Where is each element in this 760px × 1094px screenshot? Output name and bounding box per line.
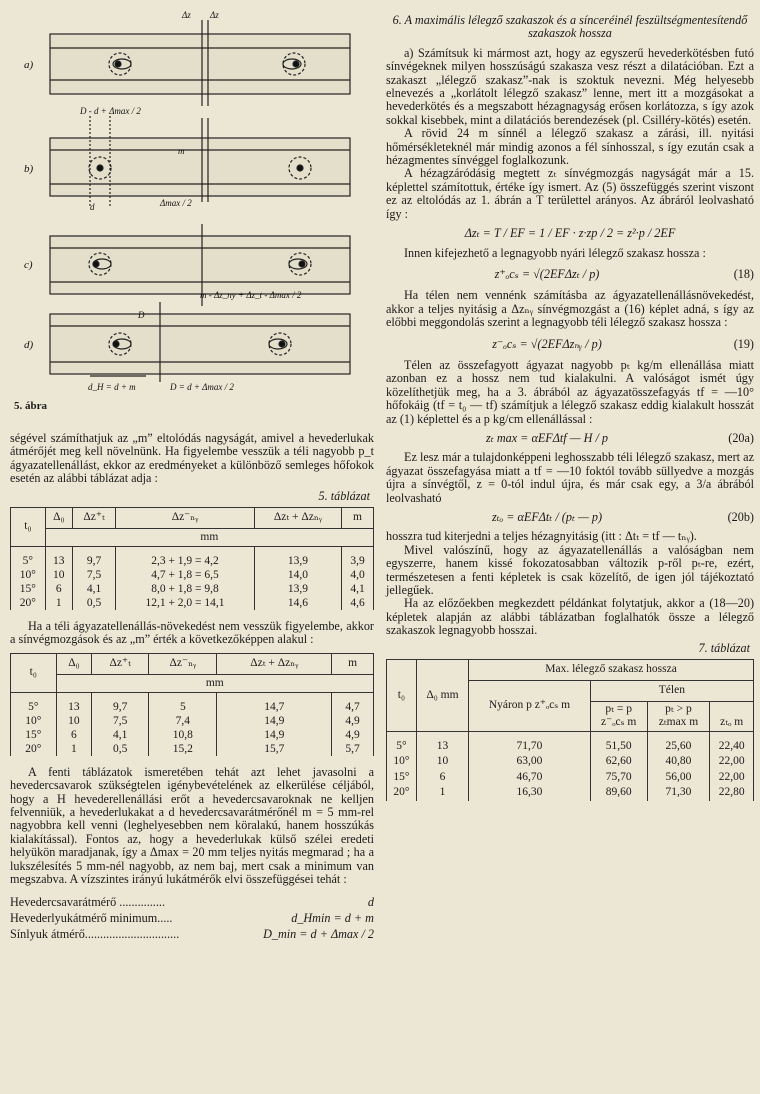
table-7 <box>386 659 754 800</box>
table7-header-cell: pₜ > p zₜmax m <box>647 702 710 732</box>
table-row <box>11 582 374 596</box>
panel-b <box>50 116 350 206</box>
table-cell: 13 <box>45 547 72 569</box>
table-cell: 1 <box>56 742 92 756</box>
table-cell: 6 <box>416 770 468 785</box>
table-cell: 4,1 <box>72 582 115 596</box>
table-cell: 0,5 <box>72 596 115 610</box>
table-cell: 16,30 <box>469 785 591 800</box>
table-cell: 40,80 <box>647 754 710 769</box>
table5-header-cell: m <box>342 508 374 529</box>
table-cell: 22,00 <box>710 770 754 785</box>
table-cell: 10 <box>416 754 468 769</box>
table-cell: 71,70 <box>469 731 591 754</box>
table6-header-cell: Δzₜ + Δzₙᵧ <box>217 653 332 674</box>
paragraph: Télen az összefagyott ágyazat nagyobb pₜ kg/m ellenállása miatt azonban ez a hossz nem tud kialakulni. A valóságot ismét úgy közelíthetjük meg, ha a 3. ábrából az ágyazatösszefagyás tf = —10° hőfokáig (tf = t₀ — tf) számítjuk a lélegző szakasz eddig kialakult hosszát az (1) képlettel és a p kg/cm ellenállással : <box>386 357 754 426</box>
list-label: Hevedercsavarátmérő ............... <box>10 894 165 909</box>
diameter-list <box>10 895 374 943</box>
label-m-expr: m - Δz_ny + Δz_t - Δmax / 2 <box>200 290 302 300</box>
table-cell: 56,00 <box>647 770 710 785</box>
table7-header-cell: pₜ = p z⁻ₒcₛ m <box>590 702 647 732</box>
table5-header-cell: Δ₀ <box>45 508 72 529</box>
table-cell: 13 <box>416 731 468 754</box>
list-item <box>10 911 374 927</box>
table-cell: 13 <box>56 692 92 714</box>
table-cell: 6 <box>56 728 92 742</box>
table-cell: 5 <box>149 692 217 714</box>
table-6 <box>10 653 374 756</box>
table-row <box>387 770 754 785</box>
table-cell: 10° <box>387 754 417 769</box>
table-cell: 14,9 <box>217 714 332 728</box>
list-value: D_min = d + Δmax / 2 <box>263 926 374 941</box>
list-value: d <box>367 894 374 909</box>
table-cell: 3,9 <box>342 547 374 569</box>
paragraph: Mivel valószínű, hogy az ágyazatellenállás a valóságban nem egyszerre, hanem kissé fokozatosabban változik p-ről pₜ-re, ezért, természetesen a fenti képletek is csak közelítő, de igen jól tájékoztató jellegűek. <box>386 542 754 598</box>
label-d: d) <box>24 339 34 351</box>
table-row <box>11 692 374 714</box>
label-D-expr: D = d + Δmax / 2 <box>170 382 234 392</box>
table-cell: 10° <box>11 568 46 582</box>
table-cell: 10 <box>45 568 72 582</box>
table6-header-cell: Δ₀ <box>56 653 92 674</box>
panel-d <box>50 302 350 382</box>
label-d-plus-half: D - d + Δmax / 2 <box>80 106 141 116</box>
table-cell: 4,9 <box>332 728 374 742</box>
label-dh: d_H = d + m <box>88 382 136 392</box>
table-row <box>387 754 754 769</box>
table-cell: 62,60 <box>590 754 647 769</box>
table-cell: 14,9 <box>217 728 332 742</box>
list-label: Sínlyuk átmérő............................... <box>10 926 180 941</box>
section-title: 6. A maximális lélegző szakaszok és a sínceréinél feszültségmentesítendő szakaszok hossza <box>392 13 748 41</box>
label-c: c) <box>24 259 33 271</box>
table-cell: 13,9 <box>254 582 341 596</box>
equation-1: Δzₜ = T / EF = 1 / EF · z·zp / 2 = z²·p / 2EF <box>464 226 676 241</box>
paragraph: ségével számíthatjuk az „m” eltolódás nagyságát, amivel a hevederlukak átmérőjét meg kell növelnünk. Ha figyelembe vesszük a téli nagyobb p_t ágyazatellenállást, ekkor az eredményeket a különböző semleges hőfokok esetén az alábbi táblázat adja : <box>10 431 374 486</box>
table5-header-cell: Δz⁺ₜ <box>72 508 115 529</box>
figure-caption: 5. ábra <box>14 400 47 412</box>
table-cell: 5° <box>387 731 417 754</box>
table-cell: 15° <box>11 582 46 596</box>
label-dd: d <box>90 202 95 212</box>
label-dz1: Δz <box>182 10 191 20</box>
table-cell: 0,5 <box>92 742 149 756</box>
table-cell: 20° <box>387 785 417 800</box>
table6-unit: mm <box>56 674 373 692</box>
table-cell: 15° <box>11 728 57 742</box>
table-cell: 4,7 <box>332 692 374 714</box>
right-column <box>386 0 754 801</box>
table-cell: 4,9 <box>332 714 374 728</box>
list-label: Hevederlyukátmérő minimum..... <box>10 910 173 925</box>
table5-caption: 5. táblázat <box>318 488 370 503</box>
table-cell: 15,7 <box>217 742 332 756</box>
table7-caption: 7. táblázat <box>698 640 750 655</box>
table-cell: 10,8 <box>149 728 217 742</box>
table5-header-cell: t₀ <box>11 508 46 547</box>
table-cell: 4,6 <box>342 596 374 610</box>
equation-20a: zₜ max = αEFΔtf — H / p (20a) <box>486 430 754 445</box>
table-cell: 13,9 <box>254 547 341 569</box>
table7-header-cell: Nyáron p z⁺ₒcₛ m <box>469 681 591 732</box>
table-cell: 7,5 <box>72 568 115 582</box>
table5-header-cell: Δzₜ + Δzₙᵧ <box>254 508 341 529</box>
table-cell: 22,80 <box>710 785 754 800</box>
table-row <box>11 728 374 742</box>
label-b: b) <box>24 163 34 175</box>
table-cell: 6 <box>45 582 72 596</box>
table-5 <box>10 507 374 610</box>
table6-header-cell: Δz⁻ₙᵧ <box>149 653 217 674</box>
paragraph: Ha a téli ágyazatellenállás-növekedést nem vesszük figyelembe, akkor a sínvégmozgások és az „m” érték a következőképpen alakul : <box>10 619 374 647</box>
table-cell: 15° <box>387 770 417 785</box>
table-cell: 7,5 <box>92 714 149 728</box>
table-cell: 4,1 <box>92 728 149 742</box>
list-item <box>10 927 374 943</box>
table-row <box>387 785 754 800</box>
list-item <box>10 895 374 911</box>
table6-header-cell: m <box>332 653 374 674</box>
table-cell: 5° <box>11 692 57 714</box>
table-cell: 22,40 <box>710 731 754 754</box>
paragraph: Innen kifejezhető a legnagyobb nyári lélegző szakasz hossza : <box>404 245 706 260</box>
table7-header-cell: Δ₀ mm <box>416 660 468 732</box>
table5-unit: mm <box>45 529 373 547</box>
label-m: m <box>178 146 185 156</box>
table-cell: 15,2 <box>149 742 217 756</box>
table7-header-cell: Max. lélegző szakasz hossza <box>469 660 754 681</box>
table-cell: 20° <box>11 596 46 610</box>
table-cell: 4,0 <box>342 568 374 582</box>
table-row <box>11 547 374 569</box>
table-cell: 8,0 + 1,8 = 9,8 <box>116 582 254 596</box>
paragraph: A hézagzáródásig megtett zₜ sínvégmozgás nagyságát már a 15. képlettel számítottuk, értéke így ismert. Az (5) összefüggés szerint viszont ez az eltolódás az 1. ábrán a T területtel arányos. Az ábráról leolvasható így : <box>386 166 754 221</box>
table-row <box>11 742 374 756</box>
table-cell: 1 <box>45 596 72 610</box>
table-cell: 14,7 <box>217 692 332 714</box>
table-cell: 4,1 <box>342 582 374 596</box>
table5-header-cell: Δz⁻ₙᵧ <box>116 508 254 529</box>
equation-18: z⁺ₒcₛ = √(2EFΔzₜ / p) (18) <box>494 266 754 281</box>
panel-a <box>50 20 350 106</box>
table-cell: 14,6 <box>254 596 341 610</box>
paragraph: A fenti táblázatok ismeretében tehát azt lehet javasolni a hevedercsavarok szükségtelen igénybevételének az elkerülése céljából, hogy a H hevederellenállási erőt a hevedercsavaroknak ne kelljen felvenniük, a hevederlukakat a d hevedercsavarátmérőnél m = 5 mm-rel nagyobbra kell venni (leghelyesebben nem köralakú, hanem hosszúkás kialakítással). Fontos az, hogy a hevederlukak külső szélei eredeti helyükön maradjanak, így a Δmax = 20 mm teljes nyitás megmarad ; ha a lukszélesítés 5 mm-nél nagyobb, az nem baj, mert csak a minimum van megszabva. A vízszintes irányú lukátmérők elvi összefüggései tehát : <box>10 764 374 887</box>
paragraph: Ez lesz már a tulajdonképpeni leghosszabb téli lélegző szakasz, mert az ágyazat összefagyása miatt a tf = —10 foktól tovább süllyedve a mozgás újra a sínvégtől, z = 0-tól indul újra, és már csak egy, a 3/a ábrából leolvasható <box>386 450 754 505</box>
label-dz2: Δz <box>210 10 219 20</box>
table-cell: 5° <box>11 547 46 569</box>
paragraph: Ha télen nem vennénk számításba az ágyazatellenállásnövekedést, akkor a teljes nyitásig a Δzₙᵧ sínvégmozgást a (16) képlet adná, s így az előbbi meggondolás szerint a legnagyobb téli lélegző szakasz hossza : <box>386 288 754 330</box>
table-cell: 20° <box>11 742 57 756</box>
table-cell: 4,7 + 1,8 = 6,5 <box>116 568 254 582</box>
figure-5 <box>10 6 374 396</box>
table-row <box>11 596 374 610</box>
table7-header-cell: t₀ <box>387 660 417 732</box>
table-cell: 7,4 <box>149 714 217 728</box>
table-cell: 25,60 <box>647 731 710 754</box>
table-cell: 5,7 <box>332 742 374 756</box>
table-cell: 10° <box>11 714 57 728</box>
table-cell: 63,00 <box>469 754 591 769</box>
table-cell: 2,3 + 1,9 = 4,2 <box>116 547 254 569</box>
equation-20b: zₜₒ = αEFΔtₜ / (pₜ — p) (20b) <box>491 510 754 524</box>
table6-header-cell: t₀ <box>11 653 57 692</box>
table-cell: 10 <box>56 714 92 728</box>
table-cell: 75,70 <box>590 770 647 785</box>
table-cell: 51,50 <box>590 731 647 754</box>
label-a: a) <box>24 59 34 71</box>
equation-19: z⁻ₒcₛ = √(2EFΔzₙᵧ / p) (19) <box>492 336 754 351</box>
table-row <box>11 714 374 728</box>
table-cell: 1 <box>416 785 468 800</box>
table-cell: 9,7 <box>72 547 115 569</box>
table-cell: 22,00 <box>710 754 754 769</box>
list-value: d_Hmin = d + m <box>291 910 374 925</box>
table-row <box>387 731 754 754</box>
table-cell: 9,7 <box>92 692 149 714</box>
paragraph: A rövid 24 m sínnél a lélegző szakasz a zárási, ill. nyitási hőmérsékleteknél már mindig azonos a fél sínhosszal, s így ezután csak a hézagmentes sínvéggel foglalkozunk. <box>386 126 754 168</box>
left-column <box>10 432 374 943</box>
table-cell: 12,1 + 2,0 = 14,1 <box>116 596 254 610</box>
table-cell: 46,70 <box>469 770 591 785</box>
paragraph: a) Számítsuk ki mármost azt, hogy az egyszerű hevederkötésben futó sínvégeknek milyen hosszúságú szakasza vesz részt a dilatációban. Ezt a szakaszt „lélegző szakasz”-nak is szoktuk nevezni. Még helyesebb elnevezés a „korlátolt lélegző szakasz” lenne, mert itt a mozgásokat a hevederkötés és a megszabott hézagnagyság erősen korlátozza, s így azok sokkal kisebbek, mint a dilatációs berendezések (pl. Csilléry-kötés) esetén. <box>386 45 754 127</box>
label-dmax-half: Δmax / 2 <box>160 198 192 208</box>
paragraph: hosszra tud kiterjedni a teljes hézagnyitásig (itt : Δtₜ = tf — tₙᵧ). <box>386 529 697 544</box>
table7-header-cell: zₜₒ m <box>710 702 754 732</box>
label-D: D <box>138 310 145 320</box>
table-row <box>11 568 374 582</box>
table-cell: 71,30 <box>647 785 710 800</box>
table7-header-cell: Télen <box>590 681 753 702</box>
paragraph: Ha az előzőekben megkezdett példánkat folytatjuk, akkor a (18—20) képletek alapján az alábbi táblázatban foglalhatók össze a lélegző szakaszok legnagyobb hosszai. <box>386 596 754 638</box>
table-cell: 89,60 <box>590 785 647 800</box>
table-cell: 14,0 <box>254 568 341 582</box>
table6-header-cell: Δz⁺ₜ <box>92 653 149 674</box>
